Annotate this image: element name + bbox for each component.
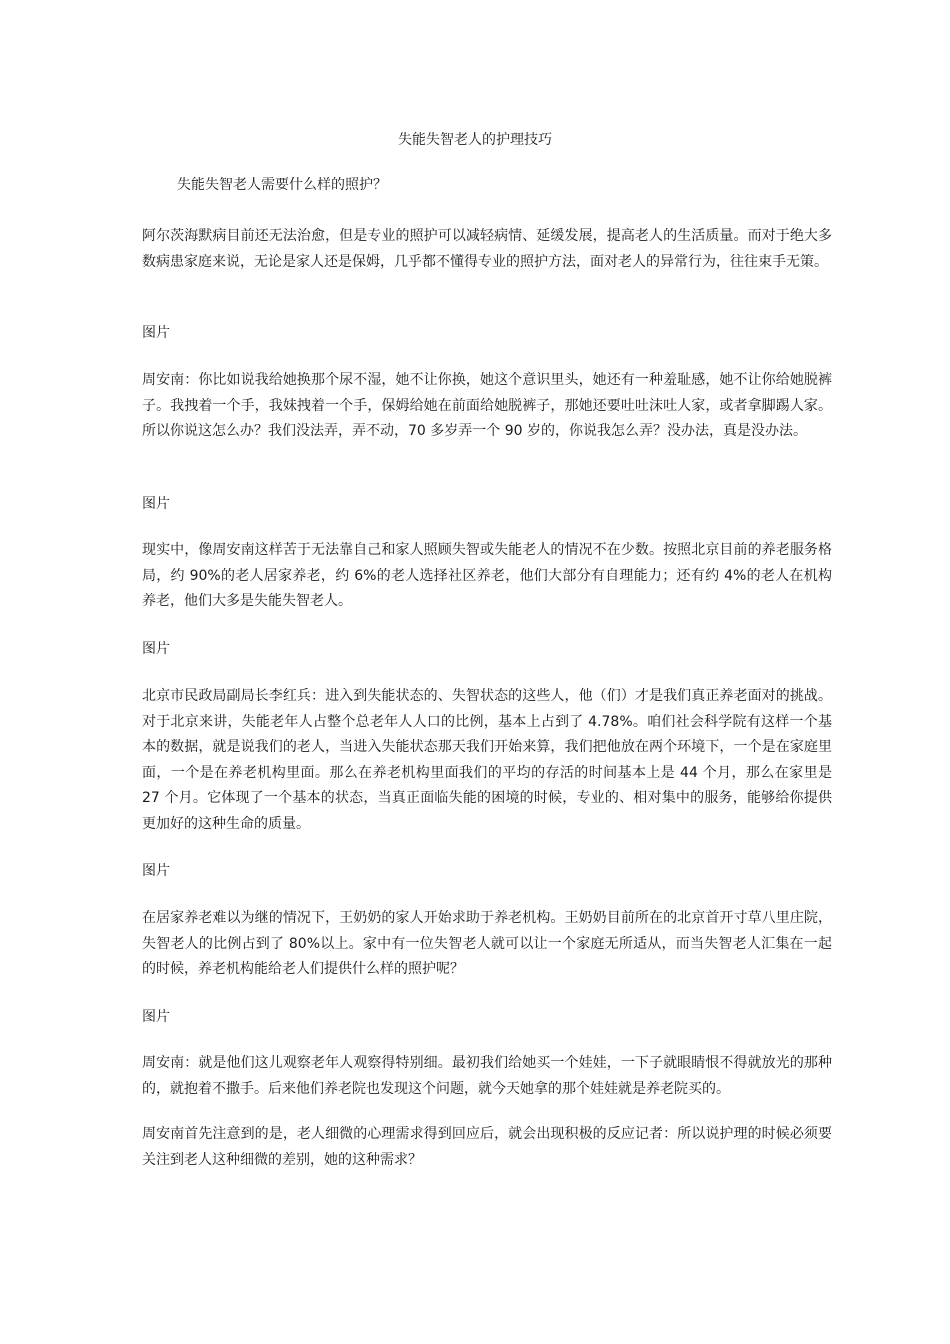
paragraph-6: 周安南：就是他们这儿观察老年人观察得特别细。最初我们给她买一个娃娃，一下子就眼睛恨不得就放光的那种的，就抱着不撒手。后来他们养老院也发现这个问题，就今天她拿的那个娃娃就是养老院买的。: [142, 1055, 832, 1097]
paragraph-5: 在居家养老难以为继的情况下，王奶奶的家人开始求助于养老机构。王奶奶目前所在的北京首开寸草八里庄院，失智老人的比例占到了 80%以上。家中有一位失智老人就可以让一个家庭无所适从，而当失智老人汇集在一起的时候，养老机构能给老人们提供什么样的照护呢？: [142, 910, 832, 977]
paragraph-3: 现实中，像周安南这样苦于无法靠自己和家人照顾失智或失能老人的情况不在少数。按照北京目前的养老服务格局，约 90%的老人居家养老，约 6%的老人选择社区养老，他们大部分有自理能力；还有约 4%的老人在机构养老，他们大多是失能失智老人。: [142, 542, 832, 609]
paragraph-7: 周安南首先注意到的是，老人细微的心理需求得到回应后，就会出现积极的反应记者：所以说护理的时候必须要关注到老人这种细微的差别，她的这种需求？: [142, 1126, 832, 1168]
image-placeholder-4: 图片: [142, 863, 170, 879]
paragraph-4: 北京市民政局副局长李红兵：进入到失能状态的、失智状态的这些人，他（们）才是我们真正养老面对的挑战。对于北京来讲，失能老年人占整个总老年人人口的比例，基本上占到了 4.78%。咱们社会科学院有这样一个基本的数据，就是说我们的老人，当进入失能状态那天我们开始来算，我们把他放在两个环境下，一个是在家庭里面，一个是在养老机构里面。那么在养老机构里面我们的平均的存活的时间基本上是 44 个月，那么在家里是 27 个月。它体现了一个基本的状态，当真正面临失能的困境的时候，专业的、相对集中的服务，能够给你提供更加好的这种生命的质量。: [142, 688, 832, 832]
page-subtitle: 失能失智老人需要什么样的照护？: [177, 177, 387, 193]
image-placeholder-3: 图片: [142, 641, 170, 657]
page-title: 失能失智老人的护理技巧: [398, 132, 552, 148]
image-placeholder-1: 图片: [142, 325, 170, 341]
image-placeholder-5: 图片: [142, 1009, 170, 1025]
paragraph-2: 周安南：你比如说我给她换那个尿不湿，她不让你换，她这个意识里头，她还有一种羞耻感，她不让你给她脱裤子。我拽着一个手，我妹拽着一个手，保姆给她在前面给她脱裤子，那她还要吐吐沫吐人家，或者拿脚踢人家。所以你说这怎么办？我们没法弄，弄不动，70 多岁弄一个 90 岁的，你说我怎么弄？没办法，真是没办法。: [142, 372, 832, 439]
paragraph-1: 阿尔茨海默病目前还无法治愈，但是专业的照护可以减轻病情、延缓发展，提高老人的生活质量。而对于绝大多数病患家庭来说，无论是家人还是保姆，几乎都不懂得专业的照护方法，面对老人的异常行为，往往束手无策。: [142, 228, 832, 270]
image-placeholder-2: 图片: [142, 496, 170, 512]
